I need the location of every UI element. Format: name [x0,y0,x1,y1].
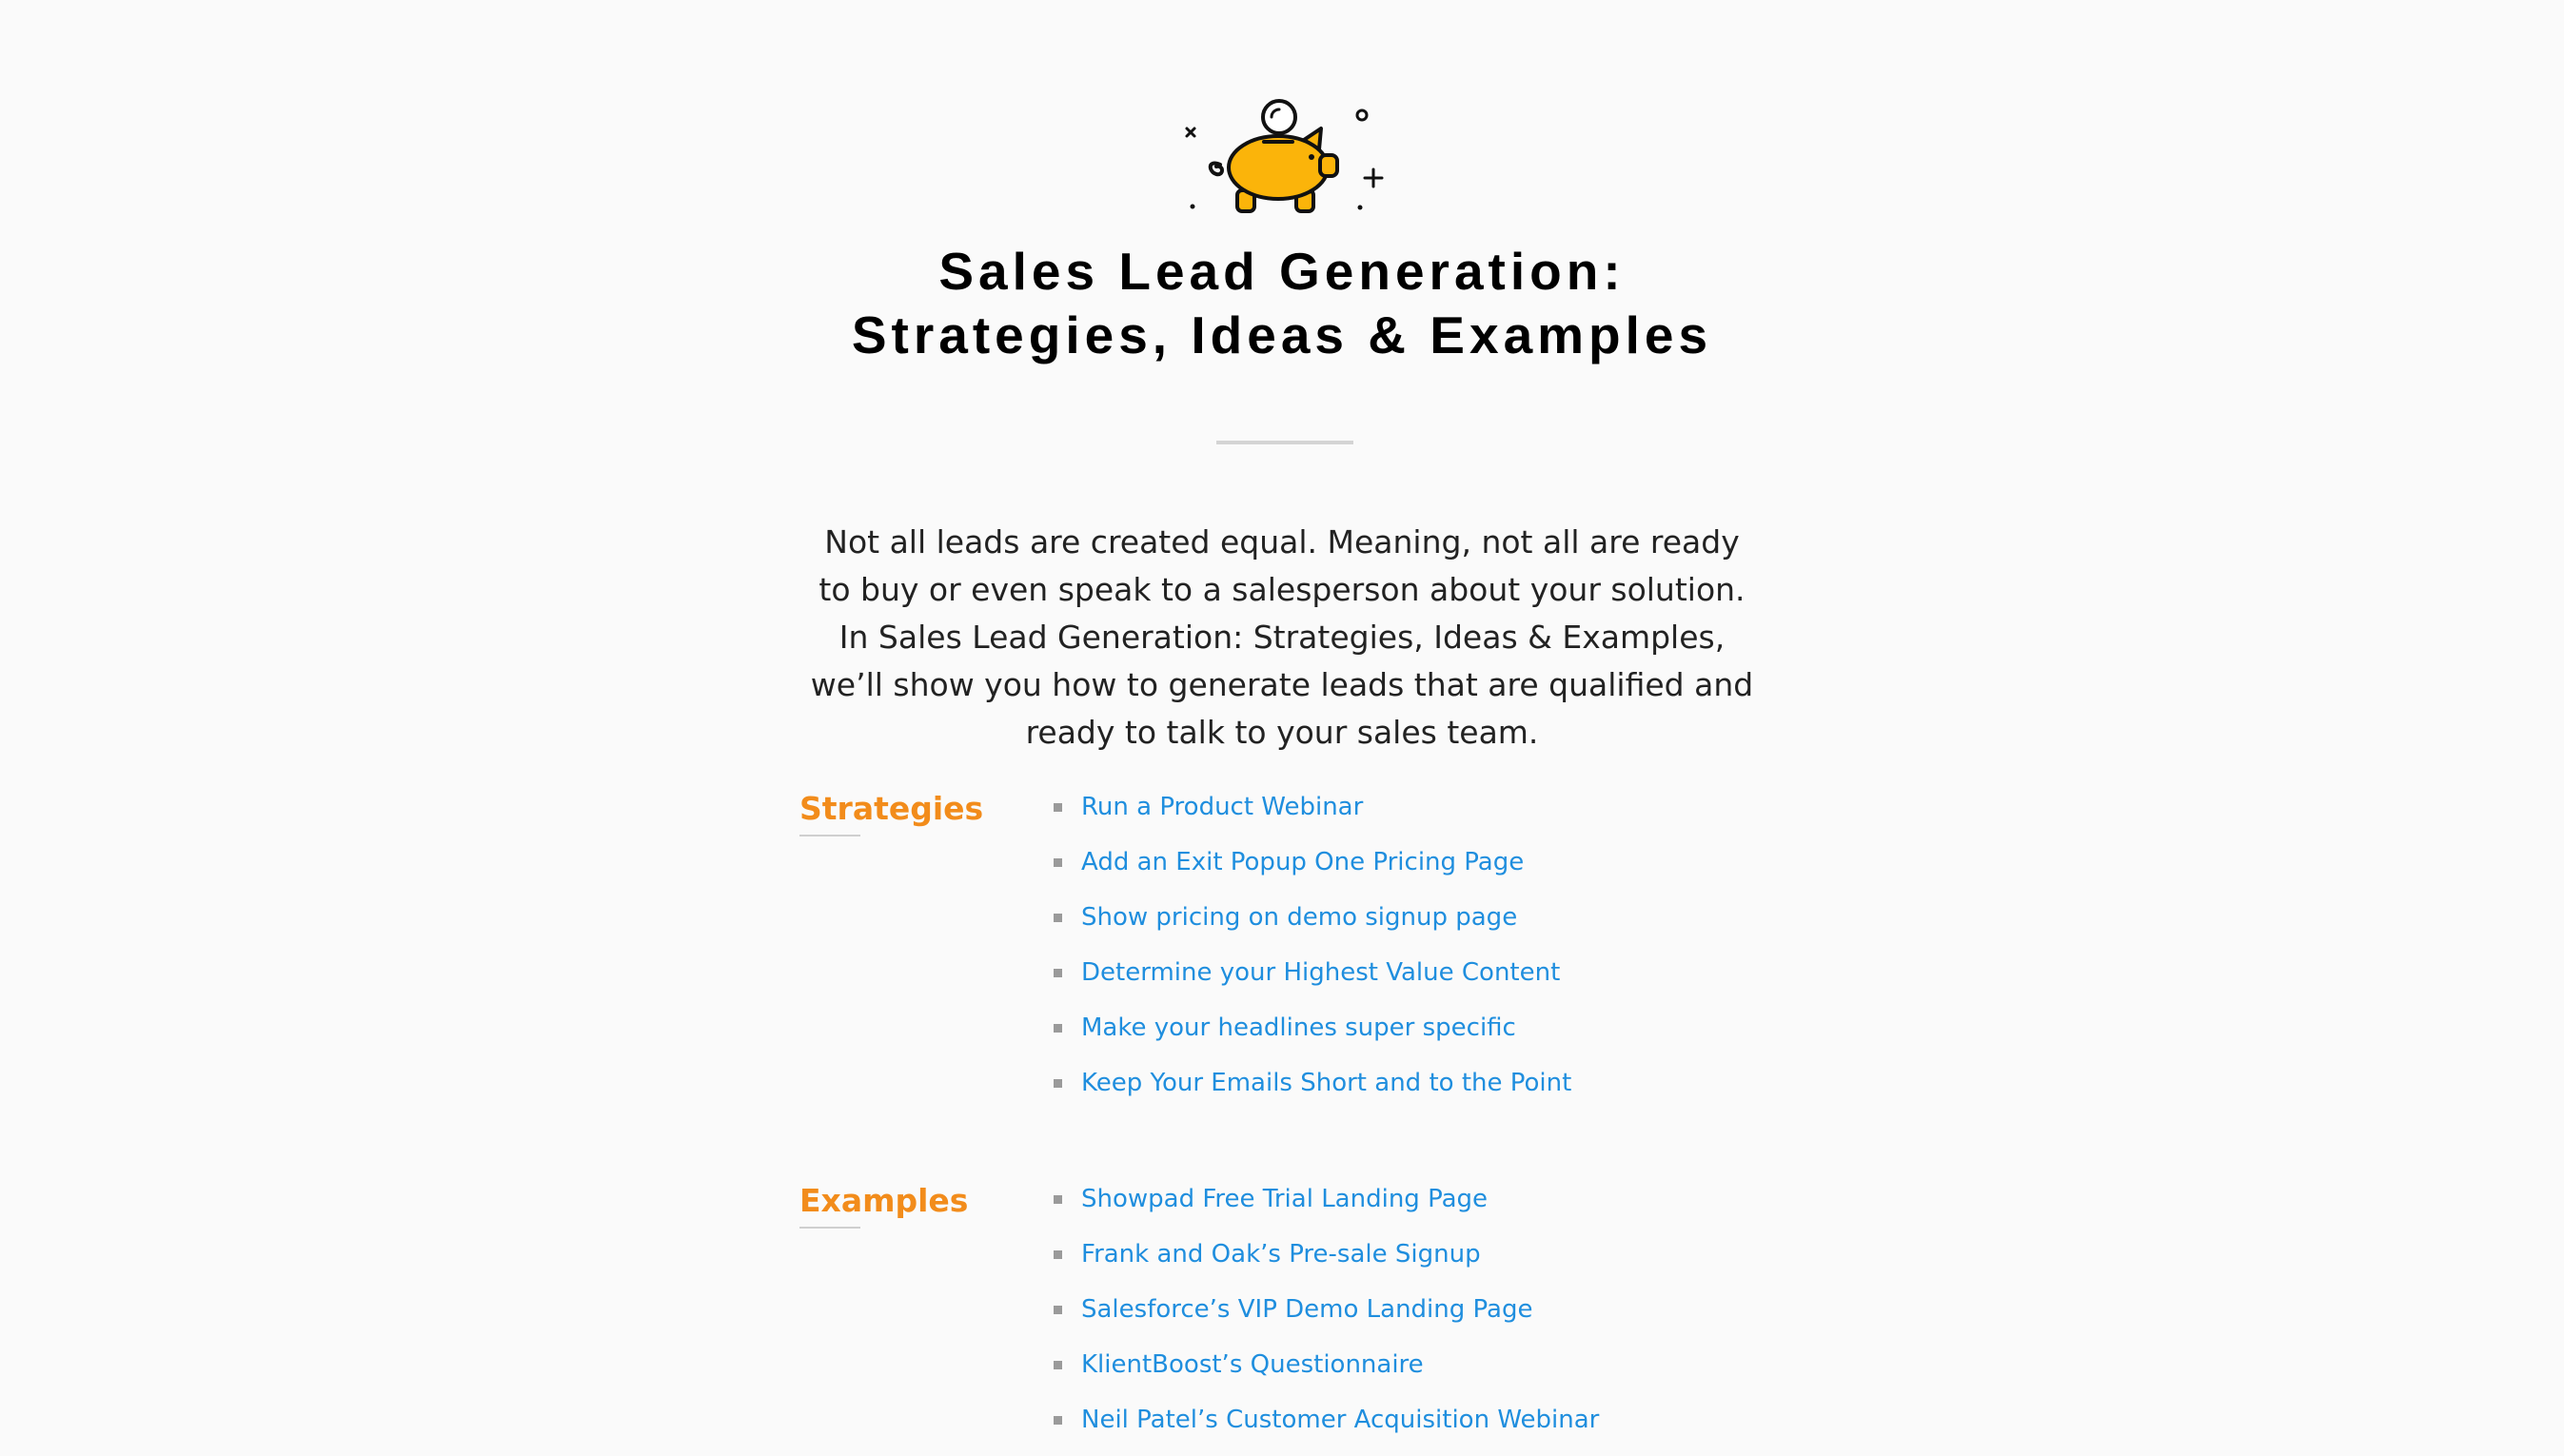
strategies-list [1052,788,1571,1119]
list-item [1052,1235,1599,1290]
list-item [1052,1346,1599,1401]
bullet-icon [1054,1250,1062,1259]
list-item [1052,1064,1571,1119]
intro-paragraph: Not all leads are created equal. Meaning, not all are ready to buy or even speak to a salesperson about your solution. In Sales Lead Generation: Strategies, Ideas & Examples, we’ll show you how to generate leads that are qualified and ready to talk to your sales team. [810,523,1754,751]
examples-heading-underline [799,1227,860,1229]
page-title [0,240,2564,367]
bullet-icon [1054,1079,1062,1088]
bullet-icon [1054,1024,1062,1033]
page-title-line-2: Strategies, Ideas & Examples [851,305,1713,364]
list-item [1052,788,1571,843]
strategy-link-exit-popup[interactable]: Add an Exit Popup One Pricing Page [1081,848,1525,876]
strategies-heading-underline [799,835,860,836]
bullet-icon [1054,1195,1062,1204]
examples-heading: Examples [799,1182,969,1219]
list-item [1052,843,1571,898]
strategy-link-short-emails[interactable]: Keep Your Emails Short and to the Point [1081,1069,1572,1097]
bullet-icon [1054,1361,1062,1369]
strategy-link-product-webinar[interactable]: Run a Product Webinar [1081,793,1364,821]
bullet-icon [1054,1416,1062,1425]
strategies-heading: Strategies [799,790,984,827]
strategy-link-show-pricing[interactable]: Show pricing on demo signup page [1081,903,1518,932]
list-item [1052,954,1571,1009]
example-link-salesforce[interactable]: Salesforce’s VIP Demo Landing Page [1081,1295,1533,1324]
bullet-icon [1054,803,1062,812]
page-title-line-1: Sales Lead Generation: [938,242,1626,301]
example-link-frank-and-oak[interactable]: Frank and Oak’s Pre-sale Signup [1081,1240,1481,1269]
bullet-icon [1054,914,1062,922]
bullet-icon [1054,1306,1062,1314]
example-link-neil-patel[interactable]: Neil Patel’s Customer Acquisition Webinar [1081,1406,1600,1434]
list-item [1052,1401,1599,1456]
strategy-link-highest-value-content[interactable]: Determine your Highest Value Content [1081,958,1561,987]
list-item [1052,898,1571,954]
bullet-icon [1054,969,1062,977]
list-item [1052,1290,1599,1346]
piggy-bank-icon [1171,90,1399,224]
list-item [1052,1180,1599,1235]
example-link-klientboost[interactable]: KlientBoost’s Questionnaire [1081,1350,1424,1379]
bullet-icon [1054,858,1062,867]
strategy-link-specific-headlines[interactable]: Make your headlines super specific [1081,1013,1516,1042]
examples-list [1052,1180,1599,1456]
list-item [1052,1009,1571,1064]
title-divider [1216,441,1353,444]
example-link-showpad[interactable]: Showpad Free Trial Landing Page [1081,1185,1489,1213]
